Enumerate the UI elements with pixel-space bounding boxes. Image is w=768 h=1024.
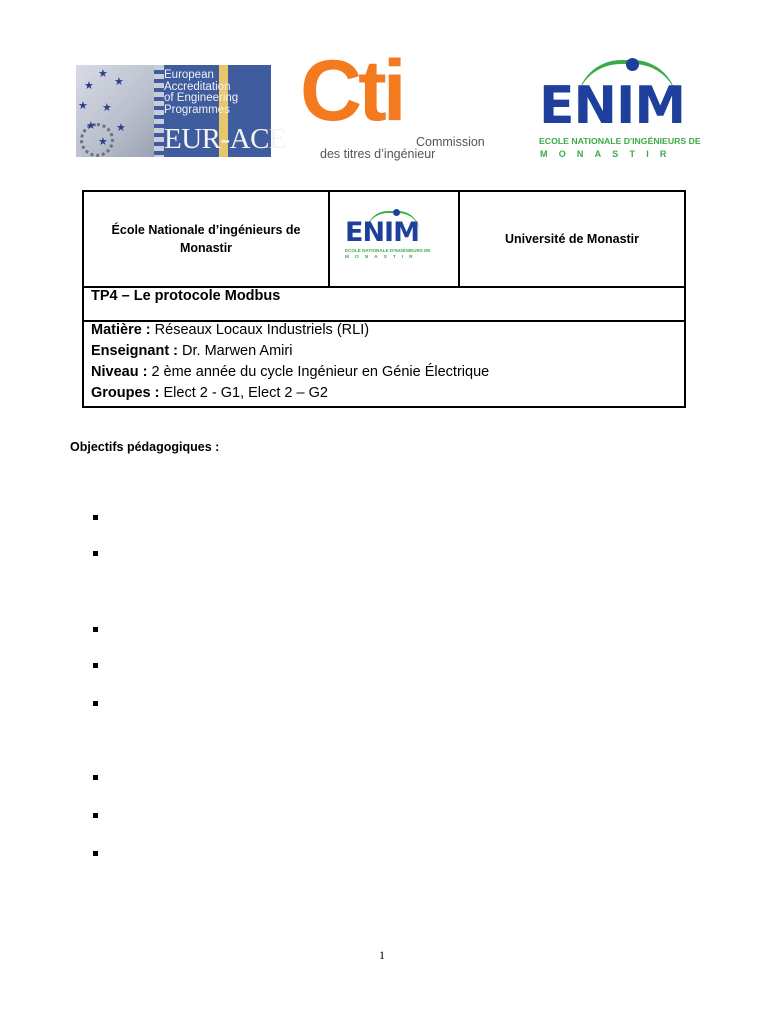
enim-dot: [393, 209, 400, 216]
star-icon: ★: [114, 75, 124, 88]
cti-subtitle: des titres d’ingénieur: [320, 147, 436, 161]
eur-ace-line: of Engineering: [164, 92, 239, 105]
star-icon: ★: [84, 79, 94, 92]
enim-city: MONASTIR: [540, 149, 678, 159]
enim-city: MONASTIR: [345, 255, 419, 260]
logo-cell: [328, 192, 460, 286]
enim-tagline: ECOLE NATIONALE D'INGÉNIEURS DE: [539, 136, 701, 146]
enim-logo-small: [344, 209, 442, 269]
enseignant-value: Dr. Marwen Amiri: [178, 343, 293, 359]
eur-ace-gear-teeth: [154, 65, 164, 157]
header-row: [84, 192, 684, 288]
cti-subtitle: Commission: [416, 135, 485, 149]
matiere-line: [91, 322, 369, 338]
course-info: [84, 320, 684, 408]
enseignant-label: Enseignant :: [91, 343, 179, 359]
bullet-icon: [93, 813, 98, 818]
eur-ace-text: [164, 70, 238, 116]
enim-wordmark: ENIM: [345, 217, 419, 248]
star-icon: ★: [98, 135, 108, 148]
school-name: École Nationale d’ingénieurs de Monastir: [111, 223, 301, 255]
star-icon: ★: [102, 101, 112, 114]
enim-dot: [626, 58, 639, 71]
matiere-label: Matière :: [91, 322, 151, 338]
bullet-icon: [93, 663, 98, 668]
niveau-line: [91, 364, 489, 380]
enim-wordmark: ENIM: [539, 76, 686, 136]
eur-ace-line: Programmes: [164, 103, 230, 116]
eur-ace-wordmark: EUR-ACE: [164, 123, 287, 155]
star-icon: ★: [98, 67, 108, 80]
star-icon: ★: [86, 119, 96, 132]
groupes-value: Elect 2 - G1, Elect 2 – G2: [159, 385, 328, 401]
header-table: [82, 190, 686, 408]
groupes-line: [91, 385, 328, 401]
page-number: 1: [379, 948, 385, 962]
university-name: Université de Monastir: [504, 232, 640, 246]
bullet-icon: [93, 551, 98, 556]
university-cell: [458, 192, 686, 286]
matiere-value: Réseaux Locaux Industriels (RLI): [150, 322, 370, 338]
niveau-label: Niveau :: [91, 364, 148, 380]
bullet-icon: [93, 627, 98, 632]
tp-title: TP4 – Le protocole Modbus: [91, 288, 281, 304]
enim-tagline: ECOLE NATIONALE D'INGÉNIEURS DE: [345, 248, 431, 253]
eur-ace-line: European: [164, 69, 214, 81]
groupes-label: Groupes :: [91, 385, 160, 401]
bullet-icon: [93, 515, 98, 520]
bullet-icon: [93, 701, 98, 706]
tp-row: [84, 286, 684, 322]
niveau-value: 2 ème année du cycle Ingénieur en Génie Électrique: [147, 364, 490, 380]
enseignant-line: [91, 343, 292, 359]
enim-logo: [537, 58, 711, 162]
cti-wordmark: Cti: [300, 43, 403, 139]
eur-ace-logo: [76, 65, 287, 157]
objectives-heading: Objectifs pédagogiques :: [70, 440, 220, 454]
bullet-icon: [93, 775, 98, 780]
cti-logo: [300, 43, 490, 161]
star-icon: ★: [116, 121, 126, 134]
bullet-icon: [93, 851, 98, 856]
star-icon: ★: [78, 99, 88, 112]
eur-ace-line: Accreditation: [164, 80, 231, 93]
school-cell: [84, 192, 330, 286]
